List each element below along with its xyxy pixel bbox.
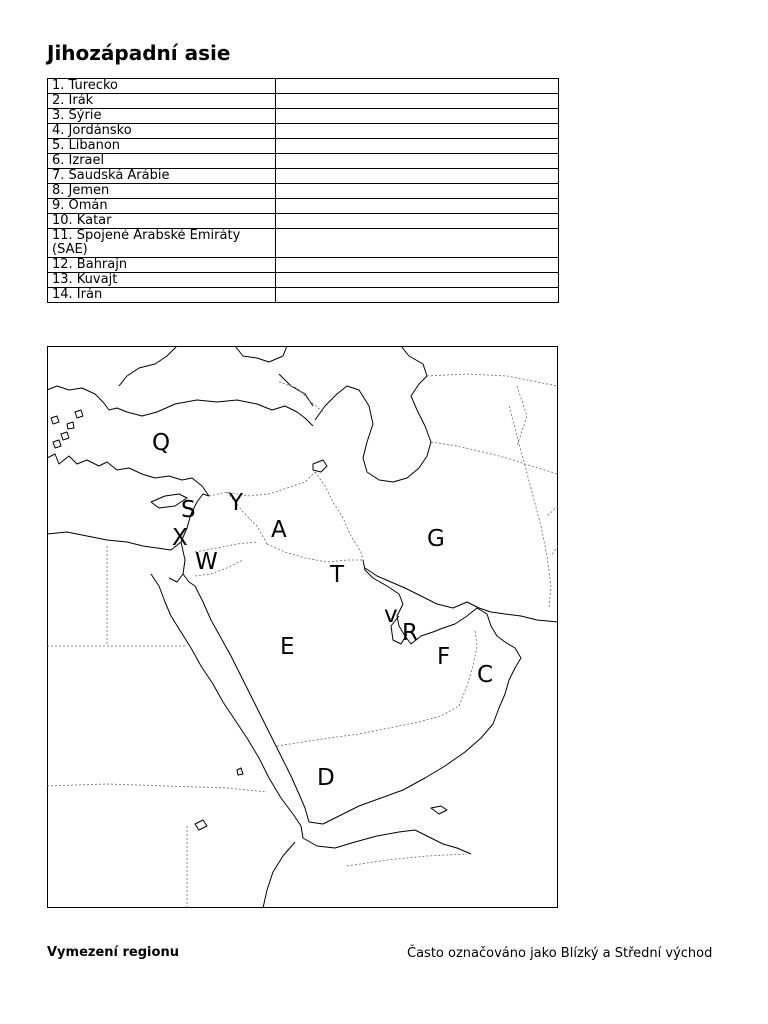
answer-cell[interactable] [276,199,559,214]
answer-cell[interactable] [276,288,559,303]
section-heading: Vymezení regionu [47,945,179,960]
coastlines [47,346,558,908]
country-name: 1. Turecko [48,79,276,94]
country-name: 12. Bahrajn [48,258,276,273]
page-title: Jihozápadní asie [47,41,231,65]
table-row [48,214,559,229]
country-name: 8. Jemen [48,184,276,199]
map-label-d: D [317,765,335,791]
map-label-w: W [195,549,218,575]
table-row [48,94,559,109]
borders [47,374,558,908]
map-label-g: G [427,526,445,552]
table-row [48,229,559,258]
answer-cell[interactable] [276,229,559,258]
answer-cell[interactable] [276,154,559,169]
country-name: 7. Saudská Arábie [48,169,276,184]
answer-cell[interactable] [276,79,559,94]
table-row [48,124,559,139]
table-row [48,154,559,169]
map-label-t: T [330,562,345,588]
country-name: 13. Kuvajt [48,273,276,288]
region-map [47,346,559,908]
map-label-r: R [402,620,418,646]
map-label-v: v [384,602,398,628]
map-label-f: F [437,644,451,670]
answer-cell[interactable] [276,94,559,109]
section-description: Často označováno jako Blízký a Střední východ [407,946,713,961]
country-name: 11. Spojené Arabské Emiráty (SAE) [48,229,276,258]
answer-cell[interactable] [276,258,559,273]
table-row [48,288,559,303]
country-name: 6. Izrael [48,154,276,169]
country-name: 9. Omán [48,199,276,214]
answer-cell[interactable] [276,273,559,288]
table-row [48,199,559,214]
country-table [47,78,559,303]
answer-cell[interactable] [276,184,559,199]
country-name: 3. Sýrie [48,109,276,124]
table-row [48,169,559,184]
country-name: 5. Libanon [48,139,276,154]
answer-cell[interactable] [276,169,559,184]
table-row [48,258,559,273]
country-name: 14. Irán [48,288,276,303]
answer-cell[interactable] [276,214,559,229]
map-label-y: Y [229,490,244,516]
map-label-e: E [280,634,295,660]
table-row [48,184,559,199]
table-row [48,273,559,288]
country-name: 2. Irák [48,94,276,109]
map-label-c: C [477,662,494,688]
country-name: 4. Jordánsko [48,124,276,139]
map-frame [48,347,558,908]
map-label-x: X [172,525,188,551]
table-row [48,109,559,124]
answer-cell[interactable] [276,124,559,139]
answer-cell[interactable] [276,139,559,154]
table-row [48,139,559,154]
map-outline [47,346,559,908]
answer-cell[interactable] [276,109,559,124]
country-name: 10. Katar [48,214,276,229]
map-label-q: Q [152,430,171,456]
map-label-s: S [181,497,196,523]
map-label-a: A [271,517,287,543]
table-row [48,79,559,94]
